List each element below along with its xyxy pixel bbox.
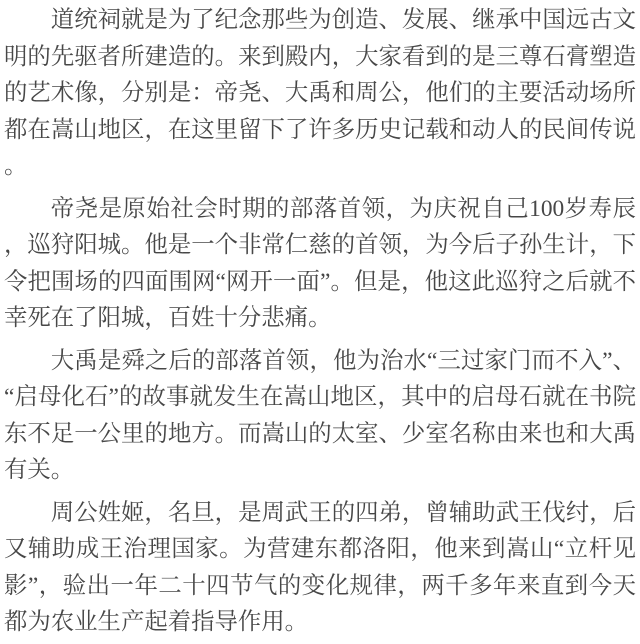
paragraph-da-yu: 大禹是舜之后的部落首领，他为治水“三过家门而不入”、“启母化石”的故事就发生在嵩山地区，其中的启母石就在书院东不足一公里的地方。而嵩山的太室、少室名称由来也和大禹有关。 xyxy=(4,347,636,483)
paragraph-emperor-yao: 帝尧是原始社会时期的部落首领，为庆祝自己100岁寿辰，巡狩阳城。他是一个非常仁慈的首领，为今后子孙生计，下令把围场的四面围网“网开一面”。但是，他这此巡狩之后就不幸死在了阳城，百姓十分悲痛。 xyxy=(4,195,636,331)
paragraph-duke-of-zhou: 周公姓姬，名旦，是周武王的四弟，曾辅助武王伐纣，后又辅助成王治理国家。为营建东都洛阳，他来到嵩山“立杆见影”，验出一年二十四节气的变化规律，两千多年来直到今天都为农业生产起着指导作用。 xyxy=(4,499,636,635)
paragraph-daotong-temple-intro: 道统祠就是为了纪念那些为创造、发展、继承中国远古文明的先驱者所建造的。来到殿内，大家看到的是三尊石膏塑造的艺术像，分别是：帝尧、大禹和周公，他们的主要活动场所都在嵩山地区，在这里留下了许多历史记载和动人的民间传说。 xyxy=(4,7,636,179)
